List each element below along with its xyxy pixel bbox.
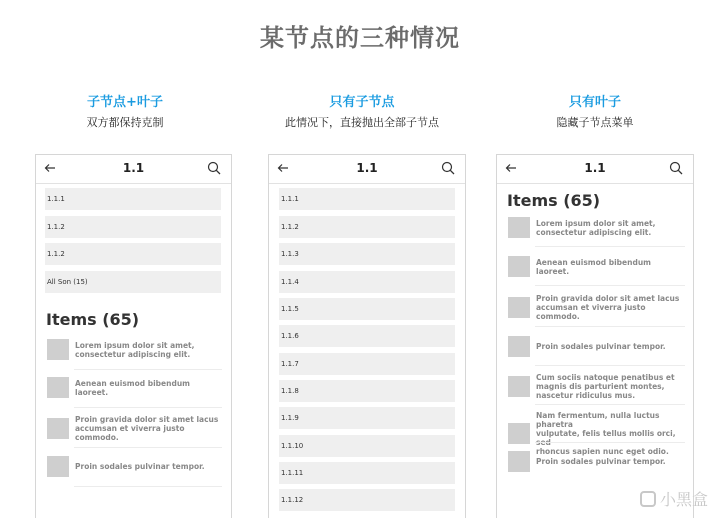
watermark-logo-icon	[640, 491, 656, 507]
phone-mockup-leaf-only	[496, 154, 694, 518]
leaf-list-item[interactable]	[508, 411, 686, 456]
divider	[74, 486, 222, 487]
child-node-item[interactable]: 1.1.5	[279, 298, 455, 320]
child-node-item[interactable]: 1.1.6	[279, 325, 455, 347]
leaf-list-item[interactable]	[508, 336, 686, 357]
child-node-item[interactable]: 1.1.3	[279, 243, 455, 265]
child-node-item[interactable]: 1.1.1	[45, 188, 221, 210]
item-thumbnail	[508, 336, 530, 357]
page-title: 某节点的三种情况	[260, 24, 460, 52]
child-node-item[interactable]: 1.1.8	[279, 380, 455, 402]
child-node-item[interactable]: 1.1.12	[279, 489, 455, 511]
child-node-item[interactable]: 1.1.2	[45, 243, 221, 265]
child-node-item[interactable]: 1.1.2	[279, 216, 455, 238]
watermark-text: 小黑盒	[659, 490, 708, 509]
leaf-list-item[interactable]	[508, 294, 686, 321]
item-thumbnail	[47, 418, 69, 439]
child-node-item[interactable]: 1.1.4	[279, 271, 455, 293]
leaf-list-item[interactable]	[47, 456, 225, 477]
item-thumbnail	[47, 339, 69, 360]
divider	[535, 246, 685, 247]
items-heading: Items (65)	[46, 310, 140, 329]
item-text: Lorem ipsum dolor sit amet, consectetur adipiscing elit.	[75, 340, 195, 359]
item-text: Proin gravida dolor sit amet lacus accumsan et viverra justo commodo.	[75, 415, 219, 442]
divider	[74, 447, 222, 448]
item-text: Aenean euismod bibendum laoreet.	[75, 378, 190, 397]
divider	[535, 442, 685, 443]
phone-mockup-child-and-leaf	[35, 154, 232, 518]
item-text: Aenean euismod bibendum laoreet.	[536, 257, 651, 276]
item-thumbnail	[508, 256, 530, 277]
phone-mockup-child-only	[268, 154, 466, 518]
item-text: Lorem ipsum dolor sit amet, consectetur adipiscing elit.	[536, 218, 656, 237]
child-node-item[interactable]: 1.1.7	[279, 353, 455, 375]
items-heading: Items (65)	[507, 191, 601, 210]
top-bar	[269, 155, 465, 184]
child-node-item[interactable]: 1.1.1	[279, 188, 455, 210]
header-title: 1.1	[356, 161, 378, 175]
header-title: 1.1	[584, 161, 606, 175]
header-title: 1.1	[122, 161, 145, 175]
leaf-list-item[interactable]	[508, 451, 686, 472]
child-node-item[interactable]: 1.1.10	[279, 435, 455, 457]
column-heading-3	[510, 94, 680, 130]
leaf-list-item[interactable]	[508, 373, 686, 400]
search-icon[interactable]	[207, 161, 221, 175]
item-text: Nam fermentum, nulla luctus pharetra vulputate, felis tellus mollis orci, rhoncus sapien nunc eget odio.	[536, 411, 676, 456]
top-bar	[497, 155, 693, 184]
column-heading-2	[270, 94, 454, 130]
item-thumbnail	[508, 423, 530, 444]
leaf-list-item[interactable]	[47, 415, 225, 442]
column-subtitle: 双方都保持克制	[86, 116, 164, 129]
child-node-item[interactable]: 1.1.11	[279, 462, 455, 484]
leaf-list-item[interactable]	[47, 377, 225, 398]
child-node-item[interactable]: 1.1.2	[45, 216, 221, 238]
divider	[74, 369, 222, 370]
item-text: Proin gravida dolor sit amet lacus accumsan et viverra justo commodo.	[536, 294, 680, 321]
divider	[535, 404, 685, 405]
item-thumbnail	[508, 376, 530, 397]
divider	[535, 326, 685, 327]
column-subtitle: 隐藏子节点菜单	[556, 116, 634, 129]
item-text: Proin sodales pulvinar tempor.	[536, 457, 666, 466]
column-heading-1	[40, 94, 210, 130]
leaf-list-item[interactable]	[508, 256, 686, 277]
divider	[74, 407, 222, 408]
child-node-item[interactable]: 1.1.9	[279, 407, 455, 429]
item-text: Proin sodales pulvinar tempor.	[75, 462, 205, 471]
all-son-item[interactable]: All Son (15)	[45, 271, 221, 293]
column-subtitle: 此情况下，直接抛出全部子节点	[285, 116, 439, 129]
divider	[535, 365, 685, 366]
item-text: Cum sociis natoque penatibus et magnis dis parturient montes, nascetur ridiculus mus.	[536, 373, 675, 400]
search-icon[interactable]	[441, 161, 455, 175]
leaf-list-item[interactable]	[47, 339, 225, 360]
item-thumbnail	[47, 377, 69, 398]
search-icon[interactable]	[669, 161, 683, 175]
column-title: 只有叶子	[568, 95, 621, 110]
top-bar	[36, 155, 231, 184]
item-thumbnail	[508, 297, 530, 318]
item-thumbnail	[508, 451, 530, 472]
item-text: Proin sodales pulvinar tempor.	[536, 342, 666, 351]
divider	[535, 285, 685, 286]
column-title: 子节点+叶子	[87, 95, 163, 110]
column-title: 只有子节点	[329, 95, 395, 110]
leaf-list-item[interactable]	[508, 217, 686, 238]
watermark	[640, 487, 708, 510]
item-thumbnail	[508, 217, 530, 238]
item-thumbnail	[47, 456, 69, 477]
